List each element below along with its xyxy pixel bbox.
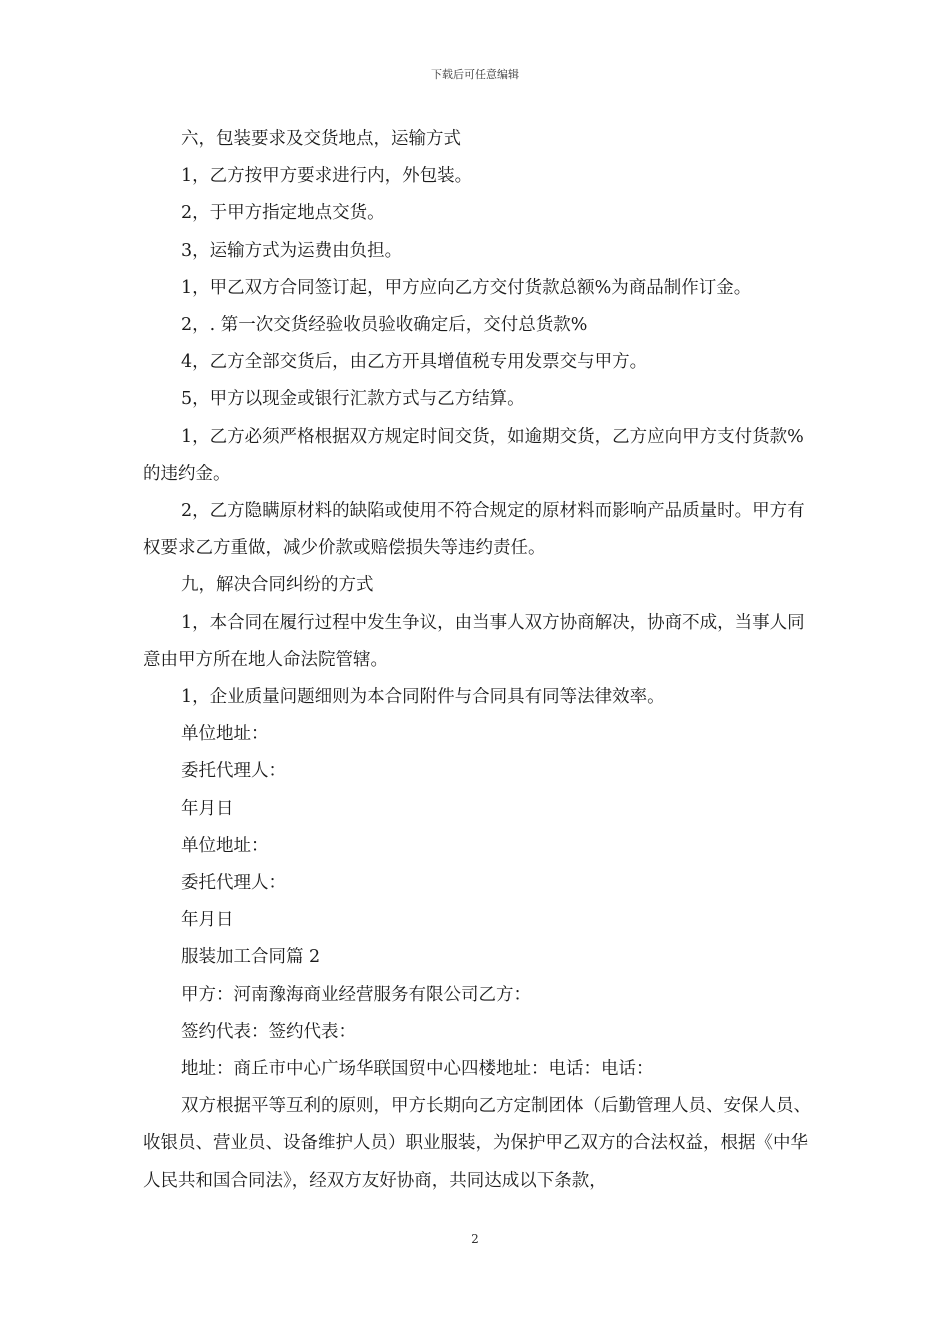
clause-paragraph: 2，于甲方指定地点交货。 bbox=[181, 203, 385, 224]
clause-paragraph: 2，. 第一次交货经验收员验收确定后，交付总货款% bbox=[181, 315, 588, 336]
preamble-paragraph: 双方根据平等互利的原则，甲方长期向乙方定制团体（后勤管理人员、安保人员、收银员、营业员、设备维护人员）职业服装，为保护甲乙双方的合法权益，根据《中华人民共和国合同法》，经双方友好协商，共同达成以下条款， bbox=[143, 1096, 811, 1191]
signature-address-label: 单位地址： bbox=[181, 835, 269, 856]
address-line: 地址：商丘市中心广场华联国贸中心四楼地址：电话：电话： bbox=[181, 1059, 654, 1080]
clause-paragraph: 1，乙方按甲方要求进行内，外包装。 bbox=[181, 166, 473, 187]
page-number: 2 bbox=[471, 1232, 479, 1246]
clause-paragraph: 1，企业质量问题细则为本合同附件与合同具有同等法律效率。 bbox=[181, 687, 665, 708]
contract-title: 服装加工合同篇 2 bbox=[181, 947, 321, 968]
party-line: 甲方：河南豫海商业经营服务有限公司乙方： bbox=[181, 984, 531, 1005]
clause-paragraph: 1，甲乙双方合同签订起，甲方应向乙方交付货款总额%为商品制作订金。 bbox=[181, 277, 752, 298]
representative-line: 签约代表：签约代表： bbox=[181, 1021, 356, 1042]
page-header: 下载后可任意编辑 bbox=[431, 68, 519, 81]
clause-paragraph: 4，乙方全部交货后，由乙方开具增值税专用发票交与甲方。 bbox=[181, 352, 648, 373]
signature-agent-label: 委托代理人： bbox=[181, 873, 286, 894]
clause-paragraph: 2，乙方隐瞒原材料的缺陷或使用不符合规定的原材料而影响产品质量时。甲方有权要求乙方重做，减少价款或赔偿损失等违约责任。 bbox=[143, 501, 805, 559]
section-heading-packaging: 六，包装要求及交货地点，运输方式 bbox=[181, 129, 461, 149]
signature-date-label: 年月日 bbox=[181, 910, 234, 931]
section-heading-disputes: 九，解决合同纠纷的方式 bbox=[181, 575, 374, 596]
signature-agent-label: 委托代理人： bbox=[181, 761, 286, 782]
clause-paragraph: 3，运输方式为运费由负担。 bbox=[181, 240, 403, 261]
clause-paragraph: 5，甲方以现金或银行汇款方式与乙方结算。 bbox=[181, 389, 525, 410]
signature-address-label: 单位地址： bbox=[181, 724, 269, 745]
clause-paragraph: 1，乙方必须严格根据双方规定时间交货，如逾期交货，乙方应向甲方支付货款%的违约金。 bbox=[143, 426, 804, 484]
signature-date-label: 年月日 bbox=[181, 798, 234, 819]
clause-paragraph: 1，本合同在履行过程中发生争议，由当事人双方协商解决，协商不成，当事人同意由甲方所在地人命法院管辖。 bbox=[143, 612, 805, 670]
document-body bbox=[143, 121, 813, 1200]
